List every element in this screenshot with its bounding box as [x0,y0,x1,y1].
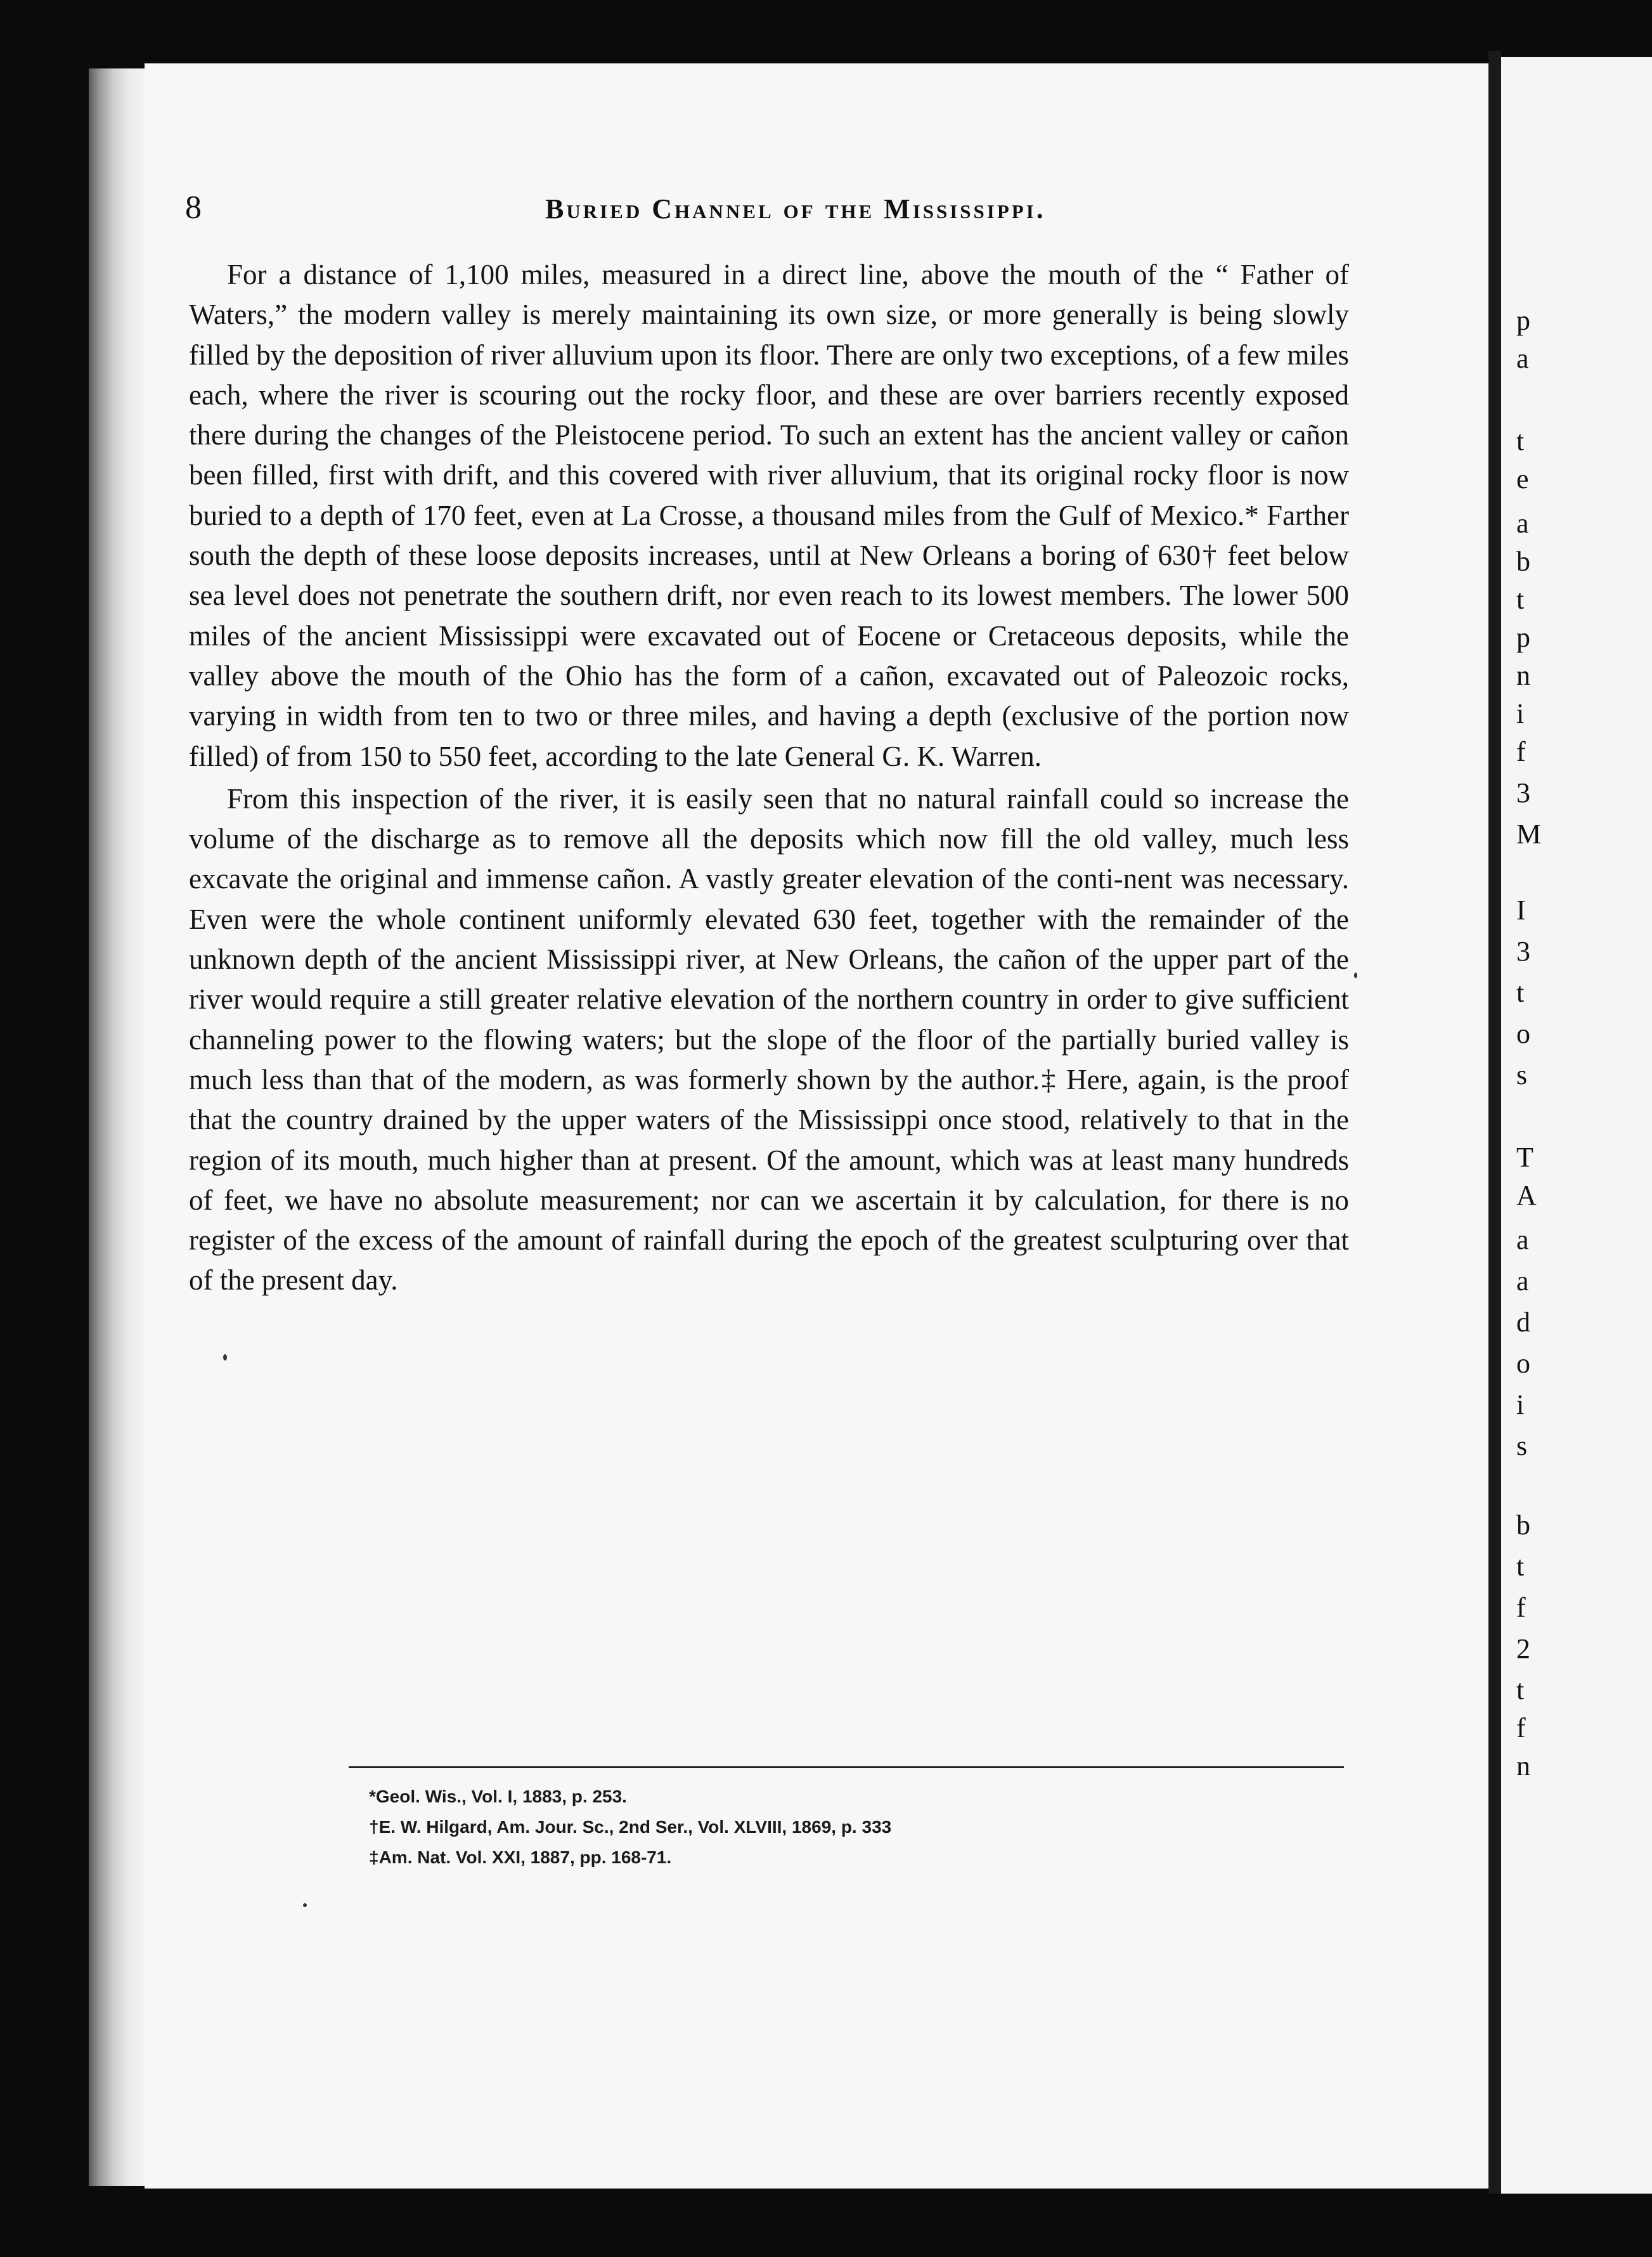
print-speck [1354,973,1357,978]
facing-page-fragment: f [1516,1712,1526,1743]
facing-page-fragment: n [1516,1750,1530,1782]
facing-page-fragment: a [1516,1224,1529,1255]
facing-page-fragment: M [1516,818,1542,850]
page-gutter [1488,51,1501,2194]
facing-page-fragment: e [1516,463,1529,495]
paragraph-2: From this inspection of the river, it is easily seen that no natural rainfall could so increase the volume of the discharge as to remove all the deposits which now fill the old valley, much less excavate the original and immense cañon. A vastly greater elevation of the conti-nent was necessary. Even were the whole continent uniformly elevated 630 feet, together with the remainder of the unknown depth of the ancient Mississippi river, at New Orleans, the cañon of the upper part of the river would require a still greater relative elevation of the northern country in order to give sufficient channeling power to the flowing waters; but the slope of the floor of the partially buried valley is much less than that of the modern, as was formerly shown by the author.‡ Here, again, is the proof that the country drained by the upper waters of the Mississippi once stood, relatively to that in the region of its mouth, much higher than at present. Of the amount, which was at least many hundreds of feet, we have no absolute measurement; nor can we ascertain it by calculation, for there is no register of the excess of the amount of rainfall during the epoch of the greatest sculpturing over that of the present day. [189,782,1349,1297]
facing-page-fragment: f [1516,736,1526,767]
facing-page-fragment: i [1516,1389,1525,1420]
footnote-3: ‡Am. Nat. Vol. XXI, 1887, pp. 168-71. [369,1847,672,1867]
facing-page-fragment: b [1516,1510,1530,1541]
facing-page-fragment: 3 [1516,777,1530,808]
book-spine-edge [89,68,145,2186]
facing-page-fragment: t [1516,977,1525,1008]
facing-page-fragment: 2 [1516,1633,1530,1664]
facing-page-fragment: b [1516,546,1530,577]
facing-page-fragment: t [1516,1674,1525,1705]
page-header [0,189,1652,233]
facing-page-fragment: s [1516,1430,1528,1461]
facing-page-fragment: 3 [1516,936,1530,967]
footnote-2: †E. W. Hilgard, Am. Jour. Sc., 2nd Ser., Vol. XLVIII, 1869, p. 333 [369,1817,892,1837]
print-speck [303,1903,307,1907]
facing-page-fragment: A [1516,1180,1537,1211]
facing-page-fragment: t [1516,584,1525,615]
facing-page-fragment: o [1516,1348,1530,1379]
facing-page-fragment: a [1516,508,1529,539]
facing-page-fragment: t [1516,425,1525,456]
facing-page-fragment: a [1516,1265,1529,1297]
facing-page-fragment: f [1516,1592,1526,1623]
print-speck [223,1354,227,1361]
facing-page-fragment: t [1516,1551,1525,1582]
facing-page-fragment: T [1516,1142,1533,1173]
body-text [189,255,1349,1301]
page-number: 8 [185,190,202,226]
footnote-1: *Geol. Wis., Vol. I, 1883, p. 253. [369,1787,627,1806]
facing-page-fragment: a [1516,343,1529,374]
facing-page-fragment: d [1516,1307,1530,1338]
facing-page-fragment: n [1516,660,1530,691]
facing-page-edge [1501,57,1652,2194]
facing-page-fragment: i [1516,698,1525,729]
facing-page-fragment: o [1516,1018,1530,1049]
footnotes [369,1782,1358,1873]
facing-page-fragment: s [1516,1059,1528,1090]
paragraph-1: For a distance of 1,100 miles, measured in a direct line, above the mouth of the “ Father of Waters,” the modern valley is merely maintaining its own size, or more generally is being slowly filled by the deposition of river alluvium upon its floor. There are only two exceptions, of a few miles each, where the river is scouring out the rocky floor, and these are over barriers recently exposed there during the changes of the Pleistocene period. To such an extent has the ancient valley or cañon been filled, first with drift, and this covered with river alluvium, that its original rocky floor is now buried to a depth of 170 feet, even at La Crosse, a thousand miles from the Gulf of Mexico.* Farther south the depth of these loose deposits increases, until at New Orleans a boring of 630† feet below sea level does not penetrate the southern drift, nor even reach to its lowest members. The lower 500 miles of the ancient Mississippi were excavated out of Eocene or Cretaceous deposits, while the valley above the mouth of the Ohio has the form of a cañon, excavated out of Paleozoic rocks, varying in width from ten to two or three miles, and having a depth (exclusive of the portion now filled) of from 150 to 550 feet, according to the late General G. K. Warren. [189,259,1349,772]
facing-page-fragment: p [1516,622,1530,653]
running-title: Buried Channel of the Mississippi. [545,193,1046,224]
footnote-rule [349,1766,1344,1768]
facing-page-fragment: p [1516,305,1530,336]
facing-page-fragment: I [1516,895,1526,926]
